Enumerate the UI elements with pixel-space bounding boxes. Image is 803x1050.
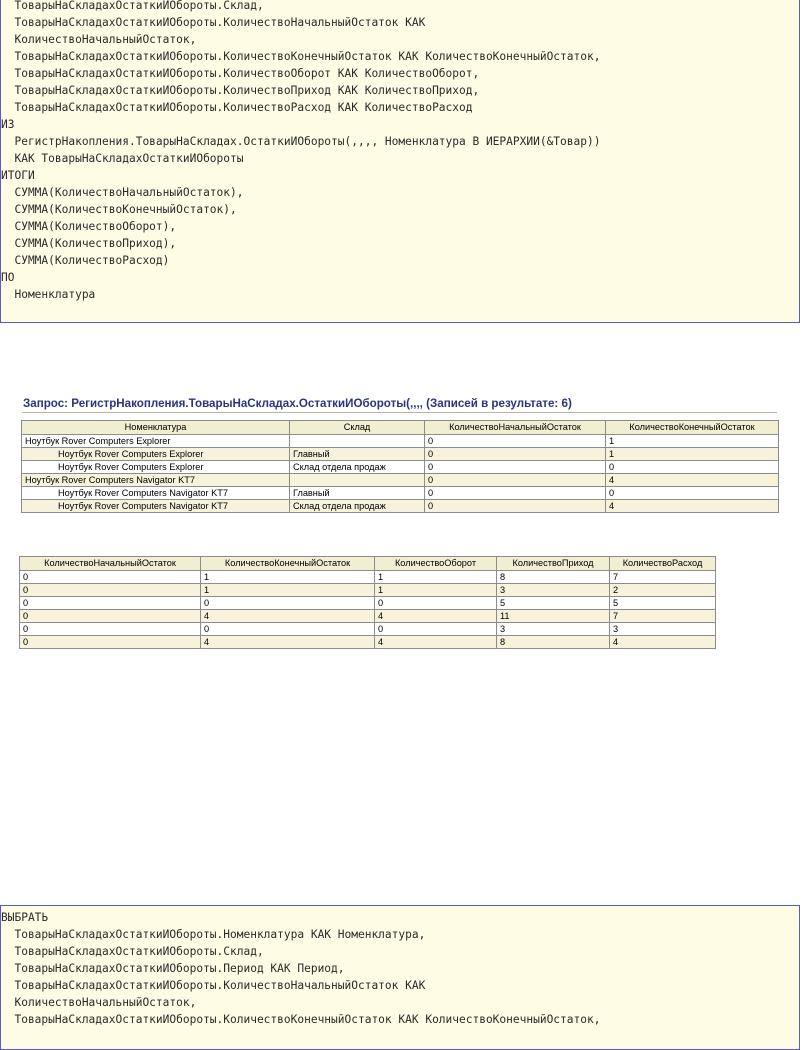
cell-nomenclature: Ноутбук Rover Computers Navigator KT7 bbox=[22, 487, 290, 500]
table-row[interactable] bbox=[20, 571, 716, 584]
column-header-end-balance: КоличествоКонечныйОстаток bbox=[606, 421, 779, 435]
cell-turnover: 1 bbox=[375, 571, 497, 584]
code-line: ТоварыНаСкладахОстаткиИОбороты.КоличествоПриход КАК КоличествоПриход, bbox=[1, 84, 480, 97]
code-line: СУММА(КоличествоНачальныйОстаток), bbox=[1, 186, 244, 199]
cell-warehouse bbox=[290, 435, 425, 448]
cell-start-balance: 0 bbox=[20, 623, 201, 636]
table-row[interactable] bbox=[20, 636, 716, 649]
code-line: КАК ТоварыНаСкладахОстаткиИОбороты bbox=[1, 152, 244, 165]
table-row[interactable] bbox=[22, 487, 779, 500]
code-line: ТоварыНаСкладахОстаткиИОбороты.КоличествоРасход КАК КоличествоРасход bbox=[1, 101, 473, 114]
cell-end-balance: 1 bbox=[606, 448, 779, 461]
cell-end-balance: 4 bbox=[201, 636, 375, 649]
column-header-turnover: КоличествоОборот bbox=[375, 557, 497, 571]
cell-receipt: 3 bbox=[497, 584, 610, 597]
column-header-start-balance: КоличествоНачальныйОстаток bbox=[20, 557, 201, 571]
cell-end-balance: 1 bbox=[201, 571, 375, 584]
cell-receipt: 5 bbox=[497, 597, 610, 610]
code-line: ТоварыНаСкладахОстаткиИОбороты.Период КАК Период, bbox=[1, 962, 345, 975]
code-line: СУММА(КоличествоКонечныйОстаток), bbox=[1, 203, 237, 216]
cell-expense: 2 bbox=[610, 584, 716, 597]
code-line: ТоварыНаСкладахОстаткиИОбороты.Склад, bbox=[1, 0, 264, 12]
cell-warehouse: Склад отдела продаж bbox=[290, 461, 425, 474]
cell-turnover: 0 bbox=[375, 597, 497, 610]
title-divider bbox=[22, 412, 777, 413]
cell-start-balance: 0 bbox=[20, 584, 201, 597]
code-line: ВЫБРАТЬ bbox=[1, 911, 49, 924]
result-table-totals bbox=[19, 556, 716, 649]
cell-turnover: 4 bbox=[375, 636, 497, 649]
cell-end-balance: 0 bbox=[606, 487, 779, 500]
column-header-receipt: КоличествоПриход bbox=[497, 557, 610, 571]
code-line: СУММА(КоличествоРасход) bbox=[1, 254, 170, 267]
query-code-block-top bbox=[0, 0, 800, 323]
code-line: ИТОГИ bbox=[1, 169, 35, 182]
result-table-main bbox=[21, 420, 779, 513]
cell-start-balance: 0 bbox=[425, 448, 606, 461]
cell-nomenclature: Ноутбук Rover Computers Explorer bbox=[22, 461, 290, 474]
code-line: СУММА(КоличествоПриход), bbox=[1, 237, 177, 250]
column-header-end-balance: КоличествоКонечныйОстаток bbox=[201, 557, 375, 571]
code-line: ТоварыНаСкладахОстаткиИОбороты.КоличествоКонечныйОстаток КАК КоличествоКонечныйОстаток, bbox=[1, 1013, 601, 1026]
table-row[interactable] bbox=[22, 500, 779, 513]
cell-start-balance: 0 bbox=[425, 474, 606, 487]
cell-start-balance: 0 bbox=[20, 610, 201, 623]
cell-end-balance: 0 bbox=[201, 597, 375, 610]
code-line: СУММА(КоличествоОборот), bbox=[1, 220, 177, 233]
table-row[interactable] bbox=[22, 474, 779, 487]
cell-end-balance: 4 bbox=[606, 500, 779, 513]
table-row[interactable] bbox=[20, 584, 716, 597]
code-line: ТоварыНаСкладахОстаткиИОбороты.Номенклатура КАК Номенклатура, bbox=[1, 928, 426, 941]
cell-expense: 7 bbox=[610, 571, 716, 584]
cell-nomenclature: Ноутбук Rover Computers Explorer bbox=[22, 448, 290, 461]
table-row[interactable] bbox=[22, 461, 779, 474]
cell-expense: 5 bbox=[610, 597, 716, 610]
table-row[interactable] bbox=[20, 610, 716, 623]
code-line: ТоварыНаСкладахОстаткиИОбороты.КоличествоКонечныйОстаток КАК КоличествоКонечныйОстаток, bbox=[1, 50, 601, 63]
table-row[interactable] bbox=[22, 448, 779, 461]
table-row[interactable] bbox=[22, 435, 779, 448]
cell-end-balance: 1 bbox=[606, 435, 779, 448]
cell-end-balance: 0 bbox=[606, 461, 779, 474]
code-line: ТоварыНаСкладахОстаткиИОбороты.Склад, bbox=[1, 945, 264, 958]
cell-start-balance: 0 bbox=[20, 636, 201, 649]
cell-turnover: 1 bbox=[375, 584, 497, 597]
query-code-block-bottom bbox=[0, 905, 800, 1050]
column-header-start-balance: КоличествоНачальныйОстаток bbox=[425, 421, 606, 435]
cell-start-balance: 0 bbox=[425, 461, 606, 474]
cell-turnover: 4 bbox=[375, 610, 497, 623]
cell-nomenclature: Ноутбук Rover Computers Navigator KT7 bbox=[22, 474, 290, 487]
column-header-nomenclature: Номенклатура bbox=[22, 421, 290, 435]
cell-nomenclature: Ноутбук Rover Computers Navigator KT7 bbox=[22, 500, 290, 513]
cell-receipt: 3 bbox=[497, 623, 610, 636]
code-line: ТоварыНаСкладахОстаткиИОбороты.КоличествоОборот КАК КоличествоОборот, bbox=[1, 67, 480, 80]
column-header-warehouse: Склад bbox=[290, 421, 425, 435]
code-line: ТоварыНаСкладахОстаткиИОбороты.КоличествоНачальныйОстаток КАК bbox=[1, 16, 426, 29]
cell-start-balance: 0 bbox=[20, 597, 201, 610]
cell-expense: 3 bbox=[610, 623, 716, 636]
cell-warehouse: Склад отдела продаж bbox=[290, 500, 425, 513]
code-line: КоличествоНачальныйОстаток, bbox=[1, 996, 197, 1009]
code-line: Номенклатура bbox=[1, 288, 96, 301]
column-header-expense: КоличествоРасход bbox=[610, 557, 716, 571]
cell-expense: 7 bbox=[610, 610, 716, 623]
cell-start-balance: 0 bbox=[425, 435, 606, 448]
table-row[interactable] bbox=[20, 623, 716, 636]
cell-warehouse: Главный bbox=[290, 487, 425, 500]
cell-nomenclature: Ноутбук Rover Computers Explorer bbox=[22, 435, 290, 448]
cell-end-balance: 0 bbox=[201, 623, 375, 636]
cell-start-balance: 0 bbox=[425, 500, 606, 513]
cell-receipt: 8 bbox=[497, 571, 610, 584]
cell-turnover: 0 bbox=[375, 623, 497, 636]
cell-end-balance: 4 bbox=[201, 610, 375, 623]
code-line: ИЗ bbox=[1, 118, 15, 131]
code-line: КоличествоНачальныйОстаток, bbox=[1, 33, 197, 46]
cell-start-balance: 0 bbox=[425, 487, 606, 500]
code-line: ПО bbox=[1, 271, 15, 284]
cell-start-balance: 0 bbox=[20, 571, 201, 584]
table-row[interactable] bbox=[20, 597, 716, 610]
cell-end-balance: 1 bbox=[201, 584, 375, 597]
code-line: ТоварыНаСкладахОстаткиИОбороты.КоличествоНачальныйОстаток КАК bbox=[1, 979, 426, 992]
cell-end-balance: 4 bbox=[606, 474, 779, 487]
query-result-title: Запрос: РегистрНакопления.ТоварыНаСкладах.ОстаткиИОбороты(,,,, (Записей в результате: 6) bbox=[23, 397, 572, 410]
cell-receipt: 11 bbox=[497, 610, 610, 623]
cell-expense: 4 bbox=[610, 636, 716, 649]
cell-receipt: 8 bbox=[497, 636, 610, 649]
cell-warehouse bbox=[290, 474, 425, 487]
code-line: РегистрНакопления.ТоварыНаСкладах.ОстаткиИОбороты(,,,, Номенклатура В ИЕРАРХИИ(&Товар)) bbox=[1, 135, 601, 148]
cell-warehouse: Главный bbox=[290, 448, 425, 461]
